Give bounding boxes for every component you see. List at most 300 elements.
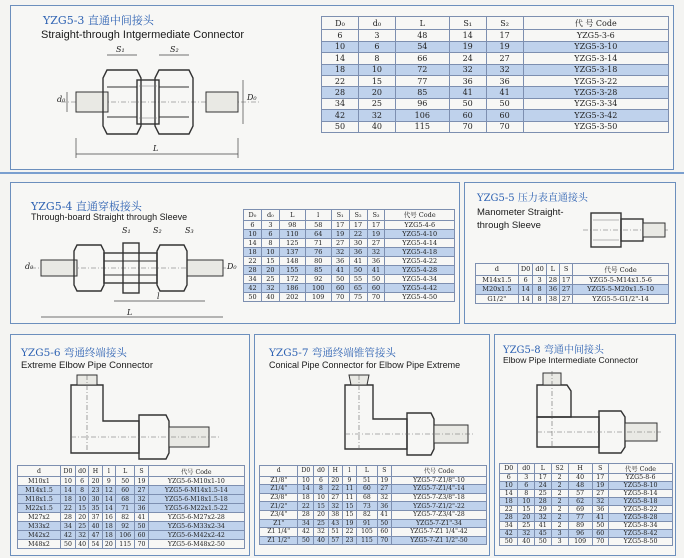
table-row [500, 490, 673, 498]
d0-label: d₀ [57, 95, 66, 104]
table-cell: 20 [518, 514, 535, 522]
table-cell: 137 [279, 247, 305, 256]
table-cell: 60 [357, 485, 378, 494]
table-cell: 65 [349, 283, 367, 292]
table-cell: M20x1.5 [476, 285, 519, 295]
table-cell: 32 [135, 495, 148, 504]
table-cell: 22 [298, 502, 314, 511]
table-cell: 17 [349, 220, 367, 229]
table-row [260, 502, 487, 511]
table-cell: 6 [261, 229, 279, 238]
table-cell: 28 [61, 513, 76, 522]
table-cell: 20 [102, 540, 115, 549]
table-cell: 32 [518, 530, 535, 538]
table-cell: 48 [395, 30, 449, 41]
table-cell: 80 [305, 256, 331, 265]
table-cell: 32 [75, 531, 88, 540]
table-cell: YZG5-3-50 [523, 121, 668, 132]
table-cell: 42 [322, 110, 359, 121]
table-cell: Z3/8" [260, 493, 298, 502]
table-cell: 50 [367, 274, 385, 283]
table-cell: 109 [305, 292, 331, 301]
section-title: YZG5-5 压力表直通接头 [477, 193, 588, 204]
column-header: L [116, 466, 135, 477]
table-cell: 40 [75, 540, 88, 549]
table-cell: 24 [535, 482, 552, 490]
table-row [260, 528, 487, 537]
table-cell: 36 [449, 75, 486, 86]
table-cell: 22 [61, 504, 76, 513]
table-cell: YZG5-4-22 [385, 256, 455, 265]
table-cell: 22 [244, 256, 262, 265]
column-header: d0 [518, 464, 535, 474]
table-cell: 27 [135, 486, 148, 495]
conical-elbow-drawing [325, 375, 475, 457]
table-cell: 38 [328, 510, 342, 519]
column-header: d₀ [261, 210, 279, 221]
spec-table [243, 209, 455, 302]
table-cell: YZG5-3-10 [523, 41, 668, 52]
table-cell: 20 [358, 87, 395, 98]
table-cell: 42 [298, 528, 314, 537]
table-cell: YZG5-4-10 [385, 229, 455, 238]
section-yzg5-8 [494, 334, 676, 556]
table-cell: M18x1.5 [18, 495, 61, 504]
table-cell: 17 [592, 474, 609, 482]
table-row [244, 229, 455, 238]
spec-table [17, 465, 245, 549]
table-cell: 14 [298, 485, 314, 494]
table-cell: 58 [305, 220, 331, 229]
s3-label: S₃ [185, 226, 194, 235]
section-yzg5-7 [254, 334, 490, 556]
table-cell: 38 [546, 294, 559, 304]
table-cell: 10 [244, 229, 262, 238]
table-cell: YZG5-6-M33x2-34 [148, 522, 244, 531]
table-cell: 43 [328, 519, 342, 528]
table-cell: 70 [135, 540, 148, 549]
d0-label: d₀ [25, 262, 34, 271]
connector-drawing [41, 42, 281, 167]
column-header: 代号 Code [148, 466, 244, 477]
table-cell: 2 [551, 490, 568, 498]
table-cell: 14 [244, 238, 262, 247]
table-cell: YZG5-4-6 [385, 220, 455, 229]
table-cell: 50 [592, 522, 609, 530]
table-row [18, 540, 245, 549]
section-title: YZG5-4 直通穿板接头 [31, 200, 142, 213]
table-cell: 18 [500, 498, 518, 506]
table-cell: 15 [342, 510, 356, 519]
table-cell: YZG5-6-M42x2-42 [148, 531, 244, 540]
table-cell: 41 [349, 256, 367, 265]
table-cell: 96 [395, 98, 449, 109]
table-cell: 32 [331, 247, 349, 256]
table-cell: 30 [349, 238, 367, 247]
column-header: d [476, 264, 519, 276]
table-cell: 50 [116, 477, 135, 486]
section-title: YZG5-3 直通中间接头 [43, 14, 154, 27]
table-cell: 54 [395, 41, 449, 52]
column-header: L [546, 264, 559, 276]
table-cell: 25 [518, 522, 535, 530]
table-cell: YZG5-6-M48x2-50 [148, 540, 244, 549]
table-cell: 14 [518, 294, 533, 304]
table-cell: 25 [75, 522, 88, 531]
table-cell: 9 [102, 477, 115, 486]
table-cell: Z1/4" [260, 485, 298, 494]
elbow-drawing [41, 375, 231, 455]
table-row [260, 485, 487, 494]
column-header: S₃ [367, 210, 385, 221]
table-cell: 6 [322, 30, 359, 41]
table-cell: 106 [395, 110, 449, 121]
table-cell: 2 [551, 482, 568, 490]
table-cell: 20 [328, 476, 342, 485]
l-label: l [157, 292, 160, 301]
table-cell: YZG5-7-Z1"-34 [391, 519, 486, 528]
table-cell: 36 [592, 506, 609, 514]
column-header: L [395, 17, 449, 30]
column-header: D₀ [322, 17, 359, 30]
table-cell: 72 [395, 64, 449, 75]
table-cell: 19 [449, 41, 486, 52]
table-cell: 40 [89, 522, 102, 531]
table-cell: YZG5-4-14 [385, 238, 455, 247]
table-cell: 24 [449, 53, 486, 64]
table-cell: 32 [449, 64, 486, 75]
table-row [244, 283, 455, 292]
table-cell: 35 [89, 504, 102, 513]
table-cell: 42 [244, 283, 262, 292]
table-row [500, 514, 673, 522]
table-cell: 10 [61, 477, 76, 486]
table-row [322, 121, 669, 132]
table-cell: 32 [314, 528, 328, 537]
table-row [18, 486, 245, 495]
table-cell: 32 [328, 502, 342, 511]
table-row [244, 292, 455, 301]
table-cell: 23 [342, 536, 356, 545]
table-cell: 3 [518, 474, 535, 482]
table-cell: Z1 1/2" [260, 536, 298, 545]
table-row [500, 474, 673, 482]
column-header: 代号 Code [573, 264, 669, 276]
table-cell: 41 [331, 265, 349, 274]
table-cell: Z3/4" [260, 510, 298, 519]
table-cell: 85 [305, 265, 331, 274]
table-cell: 17 [486, 30, 523, 41]
table-cell: 23 [89, 486, 102, 495]
table-cell: YZG5-8-14 [609, 490, 673, 498]
table-cell: 34 [298, 519, 314, 528]
table-cell: 27 [367, 238, 385, 247]
table-cell: 28 [244, 265, 262, 274]
table-cell: 22 [349, 229, 367, 238]
s2-label: S₂ [153, 226, 162, 235]
table-cell: 22 [328, 485, 342, 494]
table-cell: M42x2 [18, 531, 61, 540]
table-cell: 19 [367, 229, 385, 238]
table-cell: YZG5-8-28 [609, 514, 673, 522]
table-cell: 10 [358, 64, 395, 75]
table-cell: 36 [486, 75, 523, 86]
table-cell: 68 [357, 493, 378, 502]
table-cell: 47 [89, 531, 102, 540]
table-cell: 19 [377, 476, 391, 485]
L-label: L [153, 144, 159, 153]
table-cell: 27 [331, 238, 349, 247]
table-row [500, 530, 673, 538]
table-cell: 51 [357, 476, 378, 485]
table-cell: 17 [331, 220, 349, 229]
table-cell: 15 [518, 506, 535, 514]
table-cell: 12 [102, 486, 115, 495]
table-cell: 40 [358, 121, 395, 132]
table-cell: 64 [305, 229, 331, 238]
table-cell: 50 [135, 522, 148, 531]
table-cell: 22 [342, 528, 356, 537]
table-cell: 10 [314, 493, 328, 502]
L-label: L [127, 308, 133, 317]
table-cell: 2 [551, 522, 568, 530]
table-cell: 9 [342, 476, 356, 485]
table-row [244, 265, 455, 274]
s1-label: S₁ [122, 226, 131, 235]
table-cell: M14x1.5 [18, 486, 61, 495]
table-cell: 8 [75, 486, 88, 495]
table-row [322, 41, 669, 52]
table-cell: 14 [500, 490, 518, 498]
table-cell: 27 [328, 493, 342, 502]
table-cell: 60 [486, 110, 523, 121]
table-cell: 82 [116, 513, 135, 522]
table-cell: 50 [322, 121, 359, 132]
column-header: l [305, 210, 331, 221]
table-cell: YZG5-3-42 [523, 110, 668, 121]
table-cell: 36 [349, 247, 367, 256]
table-cell: 19 [592, 482, 609, 490]
table-cell: 40 [568, 474, 592, 482]
table-cell: 70 [331, 292, 349, 301]
D0-label: D₀ [247, 93, 257, 102]
column-header: S2 [551, 464, 568, 474]
table-row [500, 482, 673, 490]
table-row [322, 30, 669, 41]
table-cell: 17 [535, 474, 552, 482]
table-cell: YZG5-3-6 [523, 30, 668, 41]
table-cell: 14 [102, 495, 115, 504]
table-cell: YZG5-5-M14x1.5-6 [573, 275, 669, 285]
table-cell: 3 [533, 275, 546, 285]
table-cell: M22x1.5 [18, 504, 61, 513]
table-row [322, 64, 669, 75]
table-cell: 8 [358, 53, 395, 64]
table-cell: 50 [349, 265, 367, 274]
table-cell: 60 [135, 531, 148, 540]
table-cell: M10x1 [18, 477, 61, 486]
table-cell: 60 [367, 283, 385, 292]
table-cell: 115 [357, 536, 378, 545]
column-header: H [568, 464, 592, 474]
table-cell: 60 [331, 283, 349, 292]
table-cell: 50 [377, 519, 391, 528]
column-header: d0 [75, 466, 88, 477]
table-row [322, 75, 669, 86]
table-cell: 2 [551, 506, 568, 514]
table-cell: YZG5-6-M27x2-28 [148, 513, 244, 522]
table-cell: 2 [551, 514, 568, 522]
table-cell: 186 [279, 283, 305, 292]
table-cell: 66 [395, 53, 449, 64]
table-cell: 41 [486, 87, 523, 98]
section-subtitle: Conical Pipe Connector for Elbow Pipe Extreme [269, 360, 461, 370]
table-cell: 6 [518, 482, 535, 490]
table-cell: YZG5-6-M22x1.5-22 [148, 504, 244, 513]
D0-label: D₀ [227, 262, 237, 271]
table-cell: 19 [486, 41, 523, 52]
table-cell: 60 [377, 528, 391, 537]
table-cell: 27 [486, 53, 523, 64]
table-cell: 6 [518, 275, 533, 285]
table-cell: 50 [500, 538, 518, 546]
column-header: S₁ [449, 17, 486, 30]
table-cell: 70 [592, 538, 609, 546]
table-cell: Z1" [260, 519, 298, 528]
table-cell: 28 [546, 275, 559, 285]
table-cell: YZG5-7-Z3/8"-18 [391, 493, 486, 502]
table-cell: 36 [367, 256, 385, 265]
table-cell: 62 [568, 498, 592, 506]
table-cell: 41 [135, 513, 148, 522]
table-cell: 37 [89, 513, 102, 522]
table-cell: 25 [535, 490, 552, 498]
s2-label: S₂ [170, 45, 179, 54]
table-cell: 41 [535, 522, 552, 530]
table-cell: 42 [500, 530, 518, 538]
table-cell: 14 [322, 53, 359, 64]
table-cell: YZG5-3-28 [523, 87, 668, 98]
table-cell: YZG5-8-34 [609, 522, 673, 530]
section-subtitle: Straight-through Intgermediate Connector [41, 29, 245, 41]
table-cell: 70 [367, 292, 385, 301]
table-cell: 77 [568, 514, 592, 522]
table-cell: 20 [314, 510, 328, 519]
spec-table [499, 463, 673, 546]
table-cell: 51 [328, 528, 342, 537]
table-cell: 28 [298, 510, 314, 519]
table-cell: 34 [322, 98, 359, 109]
section-yzg5-4 [10, 182, 460, 324]
column-header: d0 [533, 264, 546, 276]
table-row [322, 110, 669, 121]
table-cell: 40 [314, 536, 328, 545]
table-cell: 115 [395, 121, 449, 132]
table-row [244, 238, 455, 247]
table-cell: 2 [551, 474, 568, 482]
table-cell: 11 [342, 485, 356, 494]
table-cell: 10 [518, 498, 535, 506]
table-cell: 18 [298, 493, 314, 502]
sleeve-drawing [19, 223, 241, 323]
table-cell: Z1/8" [260, 476, 298, 485]
table-row [322, 53, 669, 64]
table-cell: 96 [568, 530, 592, 538]
table-cell: 82 [357, 510, 378, 519]
table-cell: 36 [377, 502, 391, 511]
table-row [244, 220, 455, 229]
table-row [476, 275, 669, 285]
column-header: S [135, 466, 148, 477]
table-cell: 3 [551, 530, 568, 538]
table-cell: 10 [298, 476, 314, 485]
table-cell: 19 [135, 477, 148, 486]
table-cell: YZG5-8-18 [609, 498, 673, 506]
table-cell: YZG5-3-18 [523, 64, 668, 75]
table-cell: 32 [535, 514, 552, 522]
table-row [260, 493, 487, 502]
table-cell: 16 [102, 513, 115, 522]
table-cell: YZG5-4-42 [385, 283, 455, 292]
table-row [500, 538, 673, 546]
table-cell: 155 [279, 265, 305, 274]
table-cell: Z1/2" [260, 502, 298, 511]
table-cell: 70 [449, 121, 486, 132]
section-yzg5-5 [464, 182, 676, 324]
table-row [500, 498, 673, 506]
table-cell: 50 [535, 538, 552, 546]
table-cell: 109 [568, 538, 592, 546]
table-cell: 60 [449, 110, 486, 121]
table-cell: M48x2 [18, 540, 61, 549]
table-cell: 2 [551, 498, 568, 506]
table-cell: 41 [377, 510, 391, 519]
table-cell: 54 [89, 540, 102, 549]
table-cell: 70 [377, 536, 391, 545]
table-row [18, 531, 245, 540]
table-cell: 8 [314, 485, 328, 494]
table-cell: 32 [377, 493, 391, 502]
table-cell: 202 [279, 292, 305, 301]
table-row [322, 87, 669, 98]
spec-table [259, 465, 487, 545]
section-subtitle: Elbow Pipe Intermediate Connector [503, 355, 639, 365]
table-cell: 8 [518, 490, 535, 498]
table-cell: 89 [568, 522, 592, 530]
table-cell: 14 [518, 285, 533, 295]
table-cell: YZG5-4-18 [385, 247, 455, 256]
table-cell: 106 [116, 531, 135, 540]
column-header: H [89, 466, 102, 477]
table-cell: 10 [75, 495, 88, 504]
table-cell: 18 [61, 495, 76, 504]
table-cell: 36 [331, 256, 349, 265]
table-cell: 77 [395, 75, 449, 86]
section-divider [0, 172, 684, 174]
column-header: L [357, 466, 378, 477]
table-cell: 18 [322, 64, 359, 75]
table-cell: 32 [358, 110, 395, 121]
column-header: 代 号 Code [523, 17, 668, 30]
table-cell: 32 [592, 498, 609, 506]
table-cell: 14 [449, 30, 486, 41]
table-cell: 50 [61, 540, 76, 549]
table-cell: 6 [358, 41, 395, 52]
table-cell: YZG5-3-34 [523, 98, 668, 109]
table-cell: YZG5-7-Z1 1/2"-50 [391, 536, 486, 545]
table-cell: M14x1.5 [476, 275, 519, 285]
section-subtitle: Through-board Straight through Sleeve [31, 212, 188, 222]
